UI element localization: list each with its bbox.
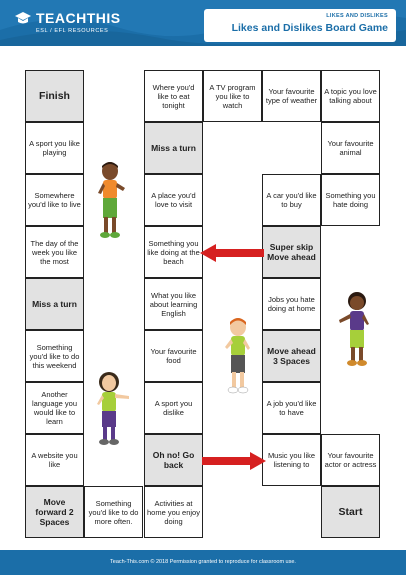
board-square: The day of the week you like the most [25,226,84,278]
worksheet-category: LIKES AND DISLIKES [326,13,388,19]
board-square-miss-turn: Miss a turn [25,278,84,330]
board-square: Your favourite actor or actress [321,434,380,486]
title-box [204,9,396,42]
board-square: A website you like [25,434,84,486]
board-square: A sport you dislike [144,382,203,434]
red-arrow-left-icon [200,244,266,262]
board-square-miss-turn: Miss a turn [144,122,203,174]
board-square: A sport you like playing [25,122,84,174]
brand-name: TEACHTHIS [36,10,121,26]
board-square: What you like about learning English [144,278,203,330]
board-square: A car you'd like to buy [262,174,321,226]
board-square: A TV program you like to watch [203,70,262,122]
board-square-super-skip: Super skip Move ahead [262,226,321,278]
board-square: A job you'd like to have [262,382,321,434]
brand-subtitle: ESL / EFL RESOURCES [36,28,109,34]
board-square-move-forward: Move forward 2 Spaces [25,486,84,538]
board-square: A place you'd love to visit [144,174,203,226]
board-square: Where you'd like to eat tonight [144,70,203,122]
board-square: Your favourite animal [321,122,380,174]
board-square: Another language you would like to learn [25,382,84,434]
board-square: Something you'd like to do more often. [84,486,143,538]
board-square-start: Start [321,486,380,538]
board-square-move-ahead: Move ahead 3 Spaces [262,330,321,382]
board-square: Something you hate doing [321,174,380,226]
boy-green-shirt-illustration [222,316,256,396]
board-square-go-back: Oh no! Go back [144,434,203,486]
board-square: Music you like listening to [262,434,321,486]
boy-orange-shirt-illustration [95,160,129,240]
board-square: Jobs you hate doing at home [262,278,321,330]
board-square: Your favourite food [144,330,203,382]
worksheet-title: Likes and Dislikes Board Game [231,22,388,34]
board-square: A topic you love talking about [321,70,380,122]
boy-purple-shirt-illustration [337,290,375,370]
board-square: Something you like doing at the beach [144,226,203,278]
board-square-finish: Finish [25,70,84,122]
header-banner [0,0,406,46]
footer-copyright: Teach-This.com © 2018 Permission granted to reproduce for classroom use. [0,550,406,575]
board-square: Activities at home you enjoy doing [144,486,203,538]
board-square: Somewhere you'd like to live [25,174,84,226]
board-square: Something you'd like to do this weekend [25,330,84,382]
red-arrow-right-icon [200,452,266,470]
graduation-cap-icon [14,11,32,27]
girl-illustration [93,370,133,448]
board-square: Your favourite type of weather [262,70,321,122]
